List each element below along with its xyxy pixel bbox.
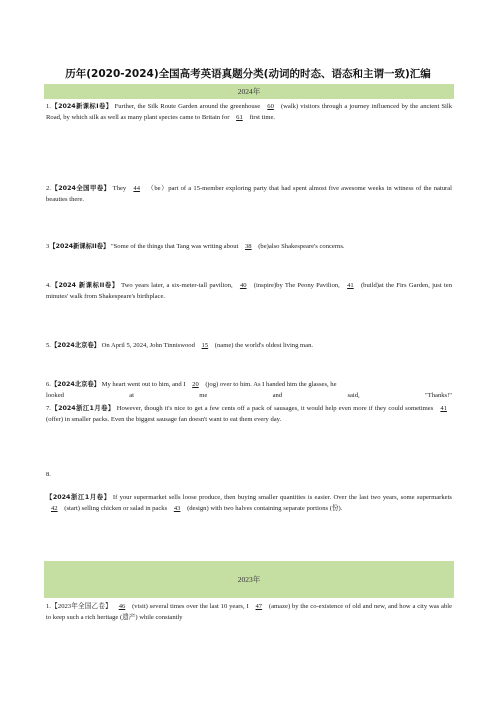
source-tag: 【2024 新课标II卷】 <box>50 282 119 289</box>
question-8-number: 8. <box>46 471 51 478</box>
year-band-2023: 2023年 <box>44 561 454 598</box>
year-band-2024: 2024年 <box>44 84 454 99</box>
answer-blank: 38 <box>244 243 252 250</box>
source-tag: 【2024新课标I卷】 <box>50 103 113 110</box>
source-tag: 【2024新课标II卷】 <box>49 243 110 250</box>
question-2023-1: 1.【2023年全国乙卷】 46 (visit) several times over the last 10 years, I 47 (amaze) by the co-existence of old and new, and how a city was able to keep such a rich heritage (遗产) while constantly <box>46 603 452 622</box>
answer-blank: 41 <box>347 282 354 289</box>
answer-blank: 46 <box>118 603 126 610</box>
answer-blank: 60 <box>267 103 274 110</box>
answer-blank: 20 <box>192 381 199 388</box>
answer-blank: 42 <box>51 505 58 513</box>
answer-blank: 41 <box>440 405 447 412</box>
answer-blank: 44 <box>133 185 141 192</box>
answer-blank: 47 <box>255 603 263 610</box>
source-tag: 【2024全国甲卷】 <box>50 185 111 192</box>
source-tag: 【2024浙江1月卷】 <box>50 405 115 412</box>
question-7: 7.【2024浙江1月卷】 However, though it's nice to get a few cents off a pack of sausages, it would help even more if they could sometimes 41 (offer) in smaller packs. Even the biggest sausage fan doesn't want to eat them every day. <box>46 403 452 425</box>
question-3: 3【2024新课标II卷】 "Some of the things that Tang was writing about 38 (be)also Shakespeare's concerns. <box>46 241 452 252</box>
source-tag: 【2023年全国乙卷】 <box>50 603 112 610</box>
page-title: 历年(2020-2024)全国高考英语真题分类(动词的时态、语态和主谓一致)汇编 <box>65 68 431 80</box>
answer-blank: 40 <box>239 282 247 289</box>
question-1: 1.【2024新课标I卷】 Further, the Silk Route Garden around the greenhouse 60 (walk) visitors through a journey influenced by the ancient Silk Road, by which silk as well as many plant species came to Britain for 61 first time. <box>46 101 452 123</box>
source-tag: 【2024浙江1月卷】 <box>46 494 111 501</box>
answer-blank: 15 <box>201 342 209 349</box>
question-2: 2.【2024全国甲卷】 They 44 （be）part of a 15-member exploring party that had spent almost five awesome weeks in witness of the natural beauties there. <box>46 185 453 204</box>
source-tag: 【2024北京卷】 <box>50 342 100 349</box>
question-4: 4.【2024 新课标II卷】 Two years later, a six-meter-tall pavilion, 40 (inspire)by The Peony Pavilion, 41 (build)at the Firs Garden, just ten minutes' walk from Shakespeare's birthplace. <box>46 282 453 301</box>
spread-line: looked at me and said, "Thanks!" <box>46 392 452 400</box>
question-6: 6.【2024北京卷】 My heart went out to him, and I 20 (jog) over to him. As I handed him the glasses, he looked at me and said, "Thanks!" <box>46 379 452 401</box>
question-8: 【2024浙江1月卷】 If your supermarket sells loose produce, then buying smaller quantities is easier. Over the last two years, some supermarkets 42 (start) selling chicken or salad in packs 43 (design) with two halves containing separate portions (份). <box>46 492 452 514</box>
source-tag: 【2024北京卷】 <box>50 381 100 388</box>
answer-blank: 43 <box>173 505 181 513</box>
answer-blank: 61 <box>236 114 243 122</box>
question-5: 5.【2024北京卷】 On April 5, 2024, John Tinniswood 15 (name) the world's oldest living man. <box>46 340 452 351</box>
